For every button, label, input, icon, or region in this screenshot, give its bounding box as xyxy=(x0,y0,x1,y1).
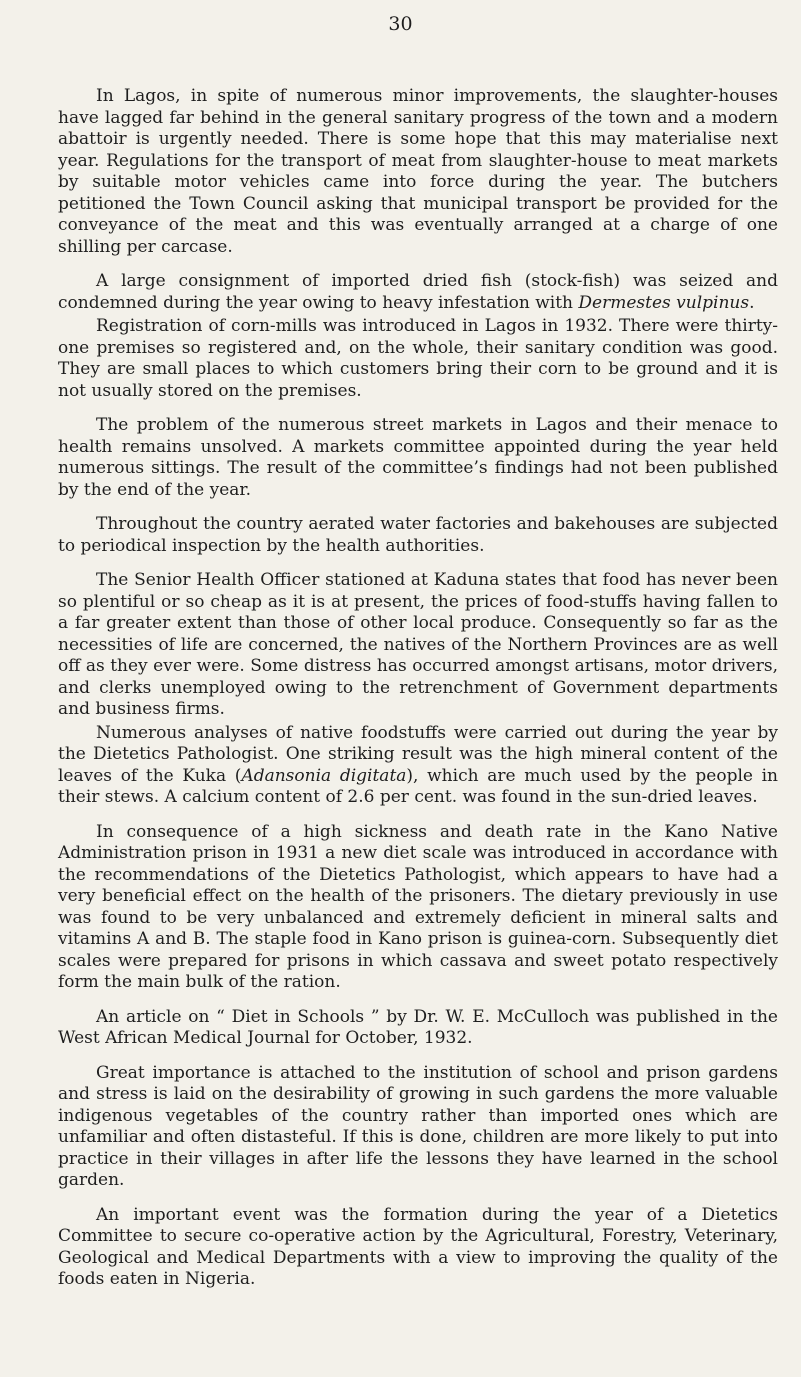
paragraph-7 xyxy=(58,723,778,809)
page-number: 30 xyxy=(388,13,413,35)
text-run: The problem of the numerous street markets in Lagos and their menace to health remains unsolved. A markets committee appointed during the year held numerous sittings. The result of the committee’s findings had not been published by the end of the year. xyxy=(58,415,778,500)
paragraph-5 xyxy=(58,514,778,557)
paragraph-3 xyxy=(58,316,778,402)
paragraph-11 xyxy=(58,1205,778,1291)
paragraph-1 xyxy=(58,86,778,258)
italic-term: Adansonia digitata xyxy=(241,765,407,786)
body-text xyxy=(58,86,778,1291)
paragraph-9 xyxy=(58,1007,778,1050)
paragraph-10 xyxy=(58,1063,778,1192)
paragraph-4 xyxy=(58,415,778,501)
text-run: ), which are much used by the people in their stews. A calcium content of 2.6 per cent. was found in the sun-dried leaves. xyxy=(58,765,779,807)
italic-term: Dermestes vulpinus xyxy=(578,292,750,313)
text-run: An article on “ Diet in Schools ” by Dr. W. E. McCulloch was published in the West African Medical Journal for October, 1932. xyxy=(58,1006,778,1048)
paragraph-6 xyxy=(58,570,778,721)
text-run: A large consignment of imported dried fish (stock-fish) was seized and condemned during the year owing to heavy infestation with xyxy=(58,271,778,313)
text-run: Registration of corn-mills was introduced in Lagos in 1932. There were thirty-one premises so registered and, on the whole, their sanitary condition was good. They are small places to which customers bring their corn to be ground and it is not usually stored on the premises. xyxy=(58,316,778,401)
paragraph-2 xyxy=(58,271,778,314)
text-run: Throughout the country aerated water factories and bakehouses are subjected to periodical inspection by the health authorities. xyxy=(58,514,778,556)
text-run: The Senior Health Officer stationed at Kaduna states that food has never been so plentiful or so cheap as it is at present, the prices of food-stuffs having fallen to a far greater extent than those of other local produce. Consequently so far as the necessities of life are concerned, the natives of the Northern Provinces are as well off as they ever were. Some distress has occurred amongst artisans, motor drivers, and clerks unemployed owing to the retrenchment of Government departments and business firms. xyxy=(58,570,778,719)
paragraph-8 xyxy=(58,822,778,994)
text-run: In consequence of a high sickness and death rate in the Kano Native Administration prison in 1931 a new diet scale was introduced in accordance with the recommendations of the Dietetics Pathologist, which appears to have had a very beneficial effect on the health of the prisoners. The dietary previously in use was found to be very unbalanced and extremely deficient in mineral salts and vitamins A and B. The staple food in Kano prison is guinea-corn. Subsequently diet scales were prepared for prisons in which cassava and sweet potato respectively form the main bulk of the ration. xyxy=(58,821,778,992)
text-run: An important event was the formation during the year of a Dietetics Committee to secure co-operative action by the Agricultural, Forestry, Veterinary, Geological and Medical Departments with a view to improving the quality of the foods eaten in Nigeria. xyxy=(58,1204,778,1289)
text-run: Great importance is attached to the institution of school and prison gardens and stress is laid on the desirability of growing in such gardens the more valuable indigenous vegetables of the country rather than imported ones which are unfamiliar and often distasteful. If this is done, children are more likely to put into practice in their villages in after life the lessons they have learned in the school garden. xyxy=(58,1062,778,1190)
text-run: . xyxy=(749,292,755,313)
text-run: In Lagos, in spite of numerous minor improvements, the slaughter-houses have lagged far behind in the general sanitary progress of the town and a modern abattoir is urgently needed. There is some hope that this may materialise next year. Regulations for the transport of meat from slaughter-house to meat markets by suitable motor vehicles came into force during the year. The butchers petitioned the Town Council asking that municipal transport be provided for the conveyance of the meat and this was eventually arranged at a charge of one shilling per carcase. xyxy=(58,86,778,257)
text-run: Numerous analyses of native foodstuffs were carried out during the year by the Dietetics Pathologist. One striking result was the high mineral content of the leaves of the Kuka ( xyxy=(58,722,778,786)
